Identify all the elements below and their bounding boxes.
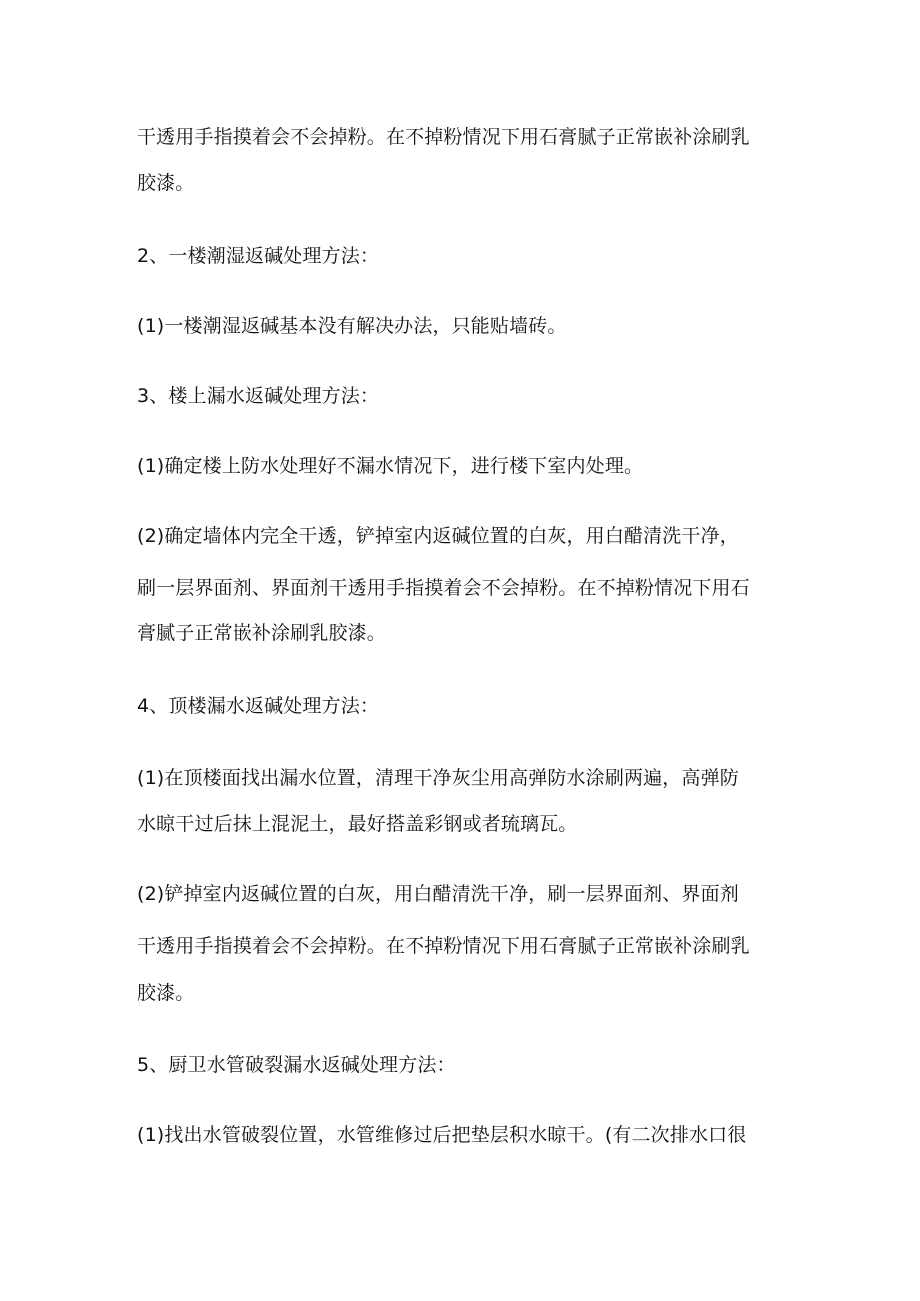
section-heading: 2、一楼潮湿返碱处理方法： bbox=[137, 245, 380, 267]
section-heading: 5、厨卫水管破裂漏水返碱处理方法： bbox=[137, 1054, 456, 1076]
list-item: (1)找出水管破裂位置，水管维修过后把垫层积水晾干。(有二次排水口很 bbox=[137, 1124, 747, 1146]
paragraph-line: 干透用手指摸着会不会掉粉。在不掉粉情况下用石膏腻子正常嵌补涂刷乳 bbox=[137, 935, 750, 957]
paragraph-line: 刷一层界面剂、界面剂干透用手指摸着会不会掉粉。在不掉粉情况下用石 bbox=[137, 577, 750, 599]
list-item: (2)铲掉室内返碱位置的白灰，用白醋清洗干净，刷一层界面剂、界面剂 bbox=[137, 883, 739, 905]
paragraph-line: 胶漆。 bbox=[137, 172, 195, 194]
paragraph-line: 胶漆。 bbox=[137, 982, 195, 1004]
list-item: (1)确定楼上防水处理好不漏水情况下，进行楼下室内处理。 bbox=[137, 455, 644, 477]
list-item: (2)确定墙体内完全干透，铲掉室内返碱位置的白灰，用白醋清洗干净， bbox=[137, 525, 739, 547]
section-heading: 4、顶楼漏水返碱处理方法： bbox=[137, 695, 380, 717]
paragraph-line: 干透用手指摸着会不会掉粉。在不掉粉情况下用石膏腻子正常嵌补涂刷乳 bbox=[137, 126, 750, 148]
paragraph-line: 水晾干过后抹上混泥土，最好搭盖彩钢或者琉璃瓦。 bbox=[137, 813, 578, 835]
section-heading: 3、楼上漏水返碱处理方法： bbox=[137, 385, 380, 407]
paragraph-line: 膏腻子正常嵌补涂刷乳胶漆。 bbox=[137, 622, 386, 644]
list-item: (1)一楼潮湿返碱基本没有解决办法，只能贴墙砖。 bbox=[137, 315, 567, 337]
list-item: (1)在顶楼面找出漏水位置，清理干净灰尘用高弹防水涂刷两遍，高弹防 bbox=[137, 767, 739, 789]
